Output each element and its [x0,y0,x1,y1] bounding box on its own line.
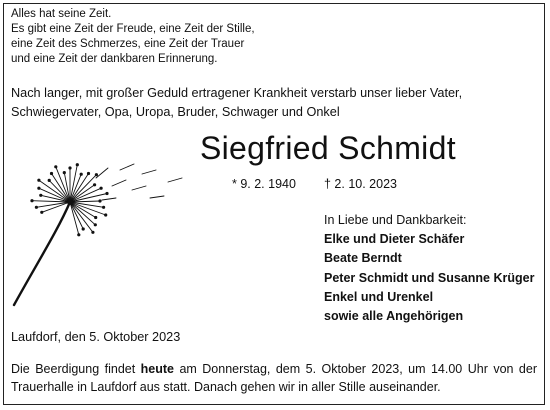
death-date: † 2. 10. 2023 [324,177,397,191]
place-date: Laufdorf, den 5. Oktober 2023 [11,330,181,344]
mourner-name: Peter Schmidt und Susanne Krüger [324,270,535,285]
mourner-name: Enkel und Urenkel [324,289,434,304]
funeral-notice [11,360,537,396]
funeral-emphasis: heute [140,362,174,376]
funeral-text-before: Die Beerdigung findet [11,362,141,376]
intro-text: Nach langer, mit großer Geduld ertragener Krankheit verstarb unser lieber Vater, Schwiegervater, Opa, Uropa, Bruder, Schwager und Onkel [11,86,463,119]
mourners-lead: In Liebe und Dankbarkeit: [324,213,467,227]
poem [11,7,371,67]
mourners [324,211,544,326]
poem-line: eine Zeit des Schmerzes, eine Zeit der Trauer [11,38,245,50]
poem-line: und eine Zeit der dankbaren Erinnerung. [11,53,218,65]
dandelion-icon [0,140,200,320]
birth-date: * 9. 2. 1940 [232,177,296,191]
deceased-name: Siegfried Schmidt [200,130,456,166]
mourner-name: Elke und Dieter Schäfer [324,232,465,247]
poem-line: Es gibt eine Zeit der Freude, eine Zeit der Stille, [11,23,255,35]
poem-line: Alles hat seine Zeit. [11,8,112,20]
funeral-text-after: am Donnerstag, dem 5. Oktober 2023, um 14.00 Uhr von der Trauerhalle in Laufdorf aus statt. Danach gehen wir in aller Stille auseinander. [11,362,537,394]
mourner-name: Beate Berndt [324,251,402,266]
mourner-name: sowie alle Angehörigen [324,309,464,324]
